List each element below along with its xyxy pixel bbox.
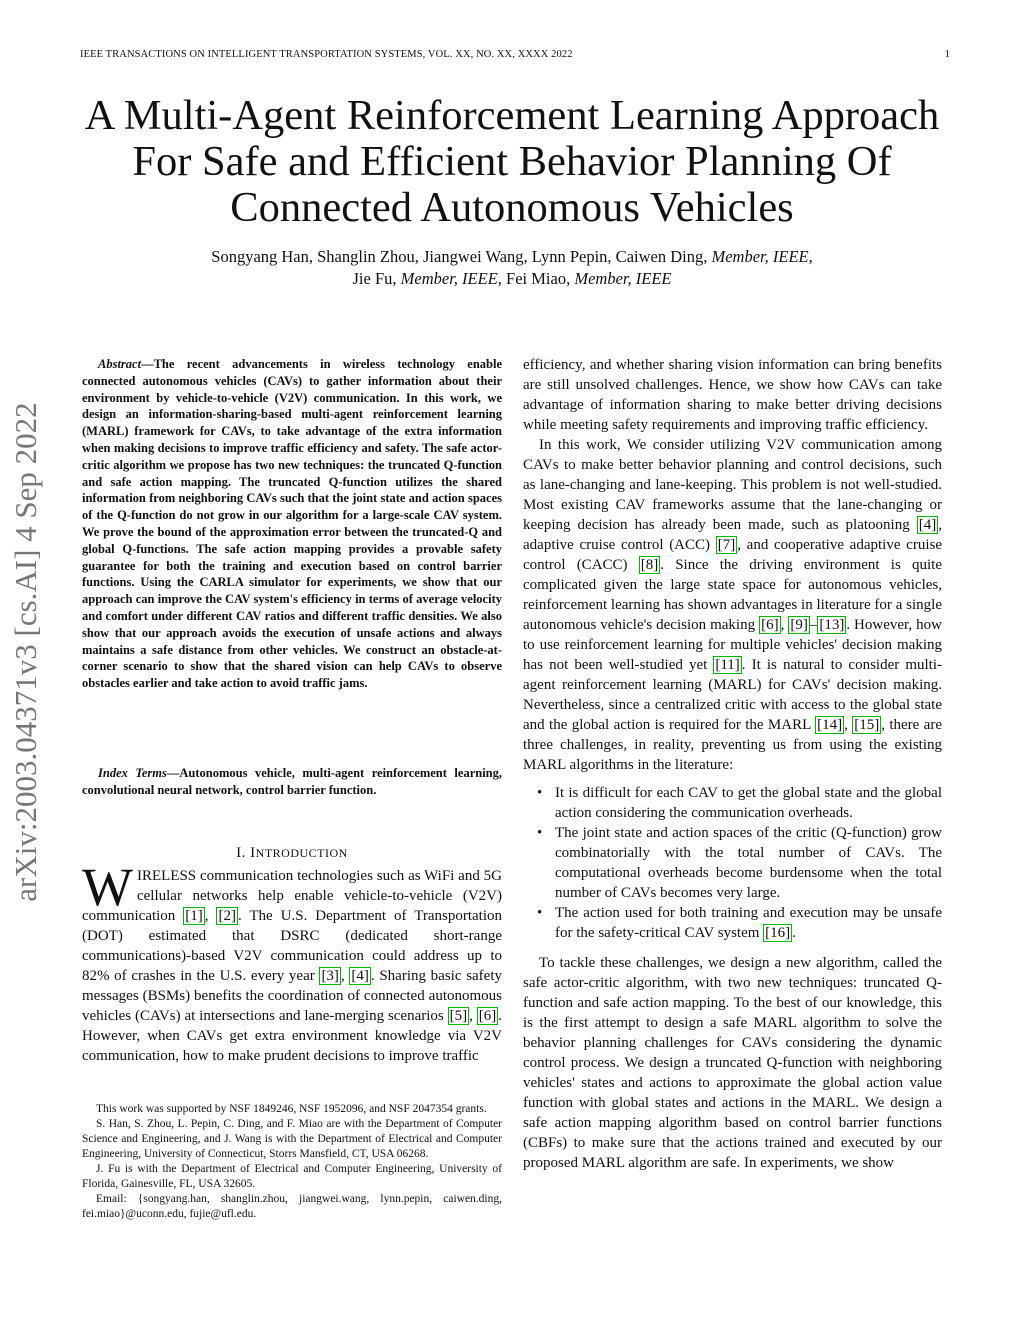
author-role: Member, IEEE — [574, 269, 672, 288]
footnotes — [82, 1102, 502, 1222]
drop-cap: W — [82, 857, 133, 917]
citation-link[interactable]: [1] — [185, 908, 203, 924]
footnote-affiliation: J. Fu is with the Department of Electrical and Computer Engineering, University of Florida, Gainesville, FL, USA 32605. — [82, 1163, 502, 1190]
authors-names: Jie Fu, — [352, 269, 397, 288]
citation-link[interactable]: [15] — [854, 717, 880, 733]
authors-names: Fei Miao, — [506, 269, 571, 288]
right-column — [523, 355, 942, 1173]
citation-link[interactable]: [3] — [321, 968, 339, 984]
citation-link[interactable]: [11] — [715, 657, 740, 673]
list-item: • It is difficult for each CAV to get the global state and the global action considering the communication overheads. — [523, 783, 942, 823]
citation-link[interactable]: [6] — [761, 617, 779, 633]
challenge-list — [523, 783, 942, 943]
page-number: 1 — [944, 49, 950, 60]
citation-link[interactable]: [8] — [640, 557, 659, 573]
footnote-funding: This work was supported by NSF 1849246, NSF 1952096, and NSF 2047354 grants. — [96, 1103, 487, 1115]
section-heading — [82, 845, 502, 862]
paragraph: efficiency, and whether sharing vision information can bring benefits are still unsolved challenges. Hence, we show how CAVs can take advantage of information sharing to make better driving decisions while meeting safety requirements and improving traffic efficiency. — [523, 357, 942, 433]
section-title-rest: NTRODUCTION — [255, 846, 348, 860]
title-line: A Multi-Agent Reinforcement Learning Approach — [84, 92, 940, 139]
running-header — [80, 49, 950, 60]
footnote-email: Email: {songyang.han, shanglin.zhou, jiangwei.wang, lynn.pepin, caiwen.ding, fei.miao}@uconn.edu, fujie@ufl.edu. — [82, 1193, 502, 1220]
citation-link[interactable]: [14] — [817, 717, 843, 733]
journal-name: IEEE TRANSACTIONS ON INTELLIGENT TRANSPORTATION SYSTEMS, VOL. XX, NO. XX, XXXX 2022 — [80, 49, 573, 60]
abstract-text: —The recent advancements in wireless technology enable connected autonomous vehicles (CAVs) to gather information about their environment by vehicle-to-vehicle (V2V) communication. In this work, we design an information-sharing-based multi-agent reinforcement learning (MARL) framework for CAVs, to take advantage of the extra information when making decisions to improve traffic efficiency and safety. The safe actor-critic algorithm we propose has two new techniques: the truncated Q-function and safe action mapping. The truncated Q-function utilizes the shared information from neighboring CAVs such that the joint state and action spaces of the Q-function do not grow in our algorithm for a large-scale CAV system. We prove the bound of the approximation error between the truncated-Q and global Q-functions. The safe action mapping provides a provable safety guarantee for both the training and execution based on control barrier functions. Using the CARLA simulator for experiments, we show that our approach can improve the CAV system's efficiency in terms of average velocity and comfort under different CAV ratios and different traffic densities. We also show that our approach avoids the execution of unsafe actions and always maintains a safe distance from other vehicles. We construct an obstacle-at-corner scenario to show that the shared vision can help CAVs to observe obstacles earlier and take action to avoid traffic jams. — [82, 357, 502, 691]
list-item: • The action used for both training and execution may be unsafe for the safety-critical CAV system [16] . — [523, 903, 942, 943]
index-terms-label: Index Terms — [98, 766, 167, 780]
section-title-initial: I — [250, 845, 256, 861]
footnote-affiliation: S. Han, S. Zhou, L. Pepin, C. Ding, and F. Miao are with the Department of Computer Science and Engineering, and J. Wang is with the Department of Electrical and Computer Engineering, University of Connecticut, Storrs Mansfield, CT, USA 06268. — [82, 1118, 502, 1160]
paper-title — [60, 93, 964, 231]
citation-link[interactable]: [7] — [717, 537, 736, 553]
paragraph: To tackle these challenges, we design a new algorithm, called the safe actor-critic algorithm, with two new techniques: truncated Q-function and safe action mapping. To the best of our knowledge, this is the first attempt to design a safe MARL algorithm to solve the behavior planning challenges for CAVs considering the dynamic control process. We design a truncated Q-function with neighboring vehicles' states and actions to approximate the global action value function with global states and actions in the MARL. We design a safe action mapping algorithm based on control barrier functions (CBFs) to make sure that the actions trained and executed by our proposed MARL algorithm are safe. In experiments, we show — [523, 955, 942, 1171]
citation-link[interactable]: [4] — [918, 517, 937, 533]
authors-names: Songyang Han, Shanglin Zhou, Jiangwei Wang, Lynn Pepin, Caiwen Ding, — [211, 247, 708, 266]
author-list — [60, 246, 964, 290]
citation-link[interactable]: [16] — [765, 925, 791, 941]
citation-link[interactable]: [9] — [790, 617, 808, 633]
citation-link[interactable]: [2] — [218, 908, 236, 924]
citation-link[interactable]: [6] — [478, 1008, 497, 1024]
citation-link[interactable]: [5] — [449, 1008, 468, 1024]
title-line: Connected Autonomous Vehicles — [230, 184, 794, 231]
index-terms — [82, 765, 502, 799]
index-terms-text: —Autonomous vehicle, multi-agent reinforcement learning, convolutional neural network, control barrier function. — [82, 766, 502, 797]
arxiv-sidebar-stamp: arXiv:2003.04371v3 [cs.AI] 4 Sep 2022 — [8, 402, 43, 902]
paragraph: In this work, We consider utilizing V2V communication among CAVs to make better behavior planning and control decisions, such as lane-changing and lane-keeping. This problem is not well-studied. Most existing CAV frameworks assume that the lane-changing or keeping decision has already been made, such as platooning [4] , adaptive cruise control (ACC) [7] , and cooperative adaptive cruise control (CACC) [8] . Since the driving environment is quite complicated given the large state space for autonomous vehicles, reinforcement learning has shown advantages in literature for a single autonomous vehicle's decision making [6] , [9] – [13] . However, how to use reinforcement learning for multiple vehicles' decision making has not been well-studied yet [11] . It is natural to consider multi-agent reinforcement learning (MARL) for CAVs' decision making. Nevertheless, since a centralized critic with access to the global state and the global action is required for the MARL [14] , [15] , there are three challenges, in reality, preventing us from using the existing MARL algorithms in the literature: — [523, 437, 942, 773]
section-number: I. — [236, 845, 246, 861]
capitalized-word: IRELESS — [136, 868, 197, 884]
abstract-label: Abstract — [98, 357, 142, 371]
abstract — [82, 356, 502, 692]
list-item: • The joint state and action spaces of the critic (Q-function) grow combinatorially with the total number of CAVs. The computational overheads become burdensome when the total number of CAVs becomes very large. — [523, 823, 942, 903]
author-role: Member, IEEE, — [711, 247, 813, 266]
citation-link[interactable]: [4] — [351, 968, 369, 984]
author-role: Member, IEEE, — [400, 269, 502, 288]
title-line: For Safe and Efficient Behavior Planning Of — [132, 138, 892, 185]
intro-paragraph: WIRELESS communication technologies such as WiFi and 5G cellular networks help enable vehicle-to-vehicle (V2V) communication [1] , [2] . The U.S. Department of Transportation (DOT) estimated that DSRC (dedicated short-range communications)-based V2V communication could address up to 82% of crashes in the U.S. every year [3] , [4] . Sharing basic safety messages (BSMs) benefits the coordination of connected autonomous vehicles (CAVs) at intersections and lane-merging scenarios [5] , [6] . However, when CAVs get extra environment knowledge via V2V communication, how to make prudent decisions to improve traffic — [82, 857, 503, 1064]
citation-link[interactable]: [13] — [819, 617, 845, 633]
